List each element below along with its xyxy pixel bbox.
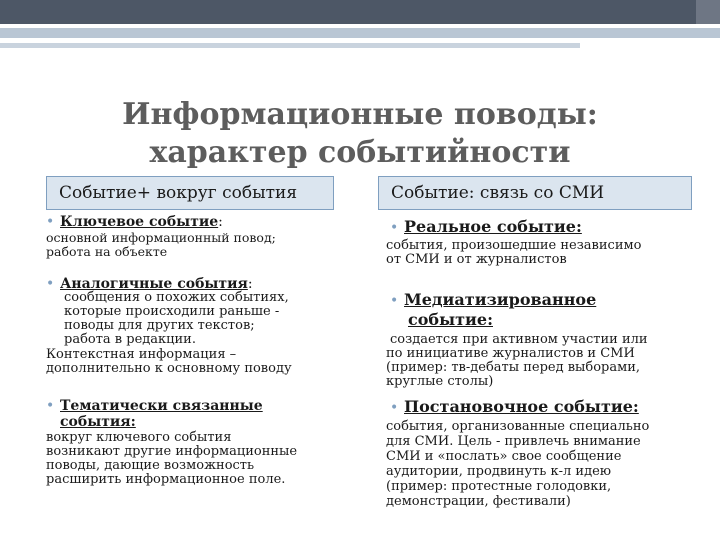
text-line: по инициативе журналистов и СМИ: [386, 346, 635, 361]
text-line: возникают другие информационные: [46, 444, 298, 459]
slide-title: [60, 96, 660, 172]
left-item-3-term-line-1: Тематически связанные: [60, 398, 263, 414]
right-item-1-text: [386, 239, 641, 267]
right-column-header: Событие: связь со СМИ: [378, 176, 692, 210]
right-item-3-text: [386, 419, 649, 509]
text-line: от СМИ и от журналистов: [386, 252, 567, 267]
text-line: (пример: тв-дебаты перед выборами,: [386, 360, 641, 375]
text-line: сообщения о похожих событиях,: [64, 290, 289, 305]
title-line-2: характер событийности: [149, 135, 571, 170]
bullet-icon: •: [46, 276, 55, 292]
right-item-3-heading: [390, 398, 639, 416]
text-line: для СМИ. Цель - привлечь внимание: [386, 434, 641, 449]
right-item-2-term-line-2: событие:: [408, 310, 493, 329]
left-item-3-text: [46, 431, 297, 487]
left-item-2-extra: [46, 348, 292, 376]
bullet-icon: •: [46, 214, 55, 230]
bullet-icon: •: [46, 398, 55, 414]
text-line: события, произошедшие независимо: [386, 238, 642, 253]
text-line: демонстрации, фестивали): [386, 494, 571, 509]
left-item-1-text: [46, 231, 276, 259]
right-item-3-term: Постановочное событие:: [404, 397, 639, 416]
left-item-1-term: Ключевое событие: [60, 214, 219, 230]
text-line: СМИ и «послать» свое сообщение: [386, 449, 622, 464]
text-line: круглые столы): [386, 374, 494, 389]
text-line: поводы, дающие возможность: [46, 458, 255, 473]
left-item-2-text: [64, 291, 289, 347]
left-item-1-heading: [46, 214, 223, 230]
text-line: работа на объекте: [46, 244, 168, 259]
text-line: поводы для других текстов;: [64, 318, 255, 333]
right-item-2-term-line-1: Медиатизированное: [404, 290, 597, 309]
bullet-icon: •: [390, 220, 399, 236]
left-column-header: Событие+ вокруг события: [46, 176, 334, 210]
left-item-3-heading: [46, 398, 263, 430]
text-line: вокруг ключевого события: [46, 430, 232, 445]
top-banner: [0, 0, 720, 24]
left-item-1-colon: :: [218, 214, 223, 230]
right-item-2-heading: [390, 291, 596, 329]
bullet-icon: •: [390, 400, 399, 416]
right-item-2-text: [386, 333, 648, 389]
top-banner-accent: [696, 0, 720, 24]
decor-stripe: [0, 28, 720, 38]
text-line: создается при активном участии или: [390, 332, 648, 347]
text-line: основной информационный повод;: [46, 230, 276, 245]
right-item-1-term: Реальное событие:: [404, 217, 582, 236]
text-line: события, организованные специально: [386, 419, 650, 434]
text-line: расширить информационное поле.: [46, 472, 286, 487]
left-item-2-colon: :: [247, 276, 253, 292]
right-item-1-heading: [390, 218, 582, 236]
text-line: Контекстная информация –: [46, 347, 237, 362]
text-line: работа в редакции.: [64, 332, 196, 347]
left-item-2-term: Аналогичные события: [60, 276, 248, 292]
text-line: которые происходили раньше -: [64, 304, 280, 319]
title-line-1: Информационные поводы:: [122, 97, 598, 132]
text-line: дополнительно к основному поводу: [46, 361, 292, 376]
bullet-icon: •: [390, 293, 399, 309]
text-line: аудитории, продвинуть к-л идею: [386, 464, 612, 479]
decor-stripe-short: [0, 43, 580, 48]
left-item-3-term-line-2: события:: [60, 414, 136, 430]
text-line: (пример: протестные голодовки,: [386, 479, 612, 494]
